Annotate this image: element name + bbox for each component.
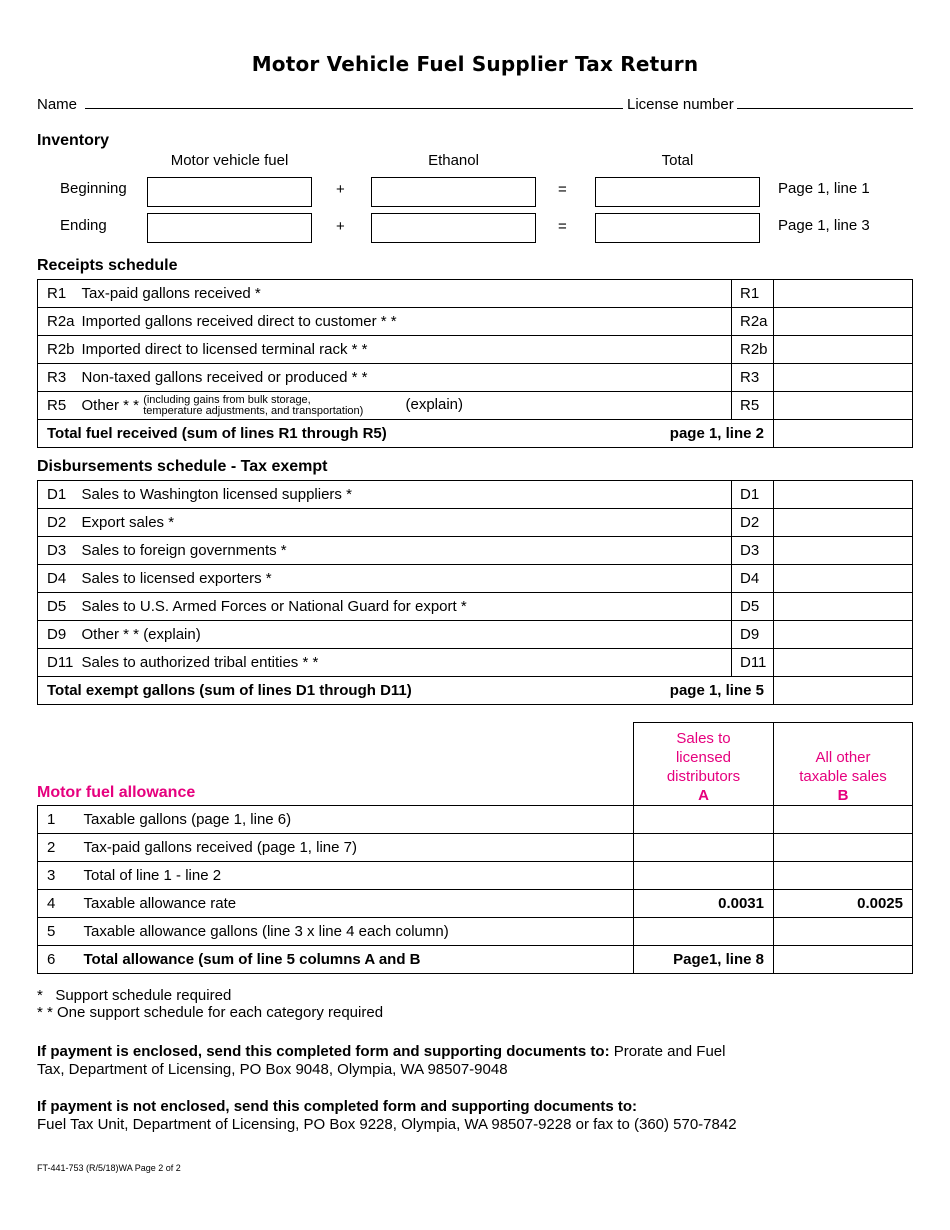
column-b-letter: B — [837, 787, 849, 804]
total-exempt-gallons — [38, 677, 774, 705]
table-row — [38, 946, 913, 974]
line-number: 6 — [38, 946, 84, 974]
line-number: 4 — [38, 890, 84, 918]
line-description: Sales to Washington licensed suppliers * — [82, 481, 732, 509]
line-code: D1 — [38, 481, 82, 509]
line-code: D11 — [38, 649, 82, 677]
receipt-r2b-input[interactable] — [774, 336, 913, 364]
license-number-label: License number — [627, 96, 734, 113]
line-description: Tax-paid gallons received * — [82, 280, 732, 308]
column-a-line3: distributors — [666, 768, 741, 785]
page-title: Motor Vehicle Fuel Supplier Tax Return — [251, 52, 699, 76]
inventory-heading: Inventory — [37, 132, 110, 149]
line-description: Taxable gallons (page 1, line 6) — [84, 806, 634, 834]
total-fuel-received-label: Total fuel received (sum of lines R1 through R5) — [47, 425, 387, 442]
total-exempt-gallons-label: Total exempt gallons (sum of lines D1 through D11) — [47, 682, 412, 699]
disbursement-d11-input[interactable] — [774, 649, 913, 677]
beginning-ethanol-input[interactable] — [371, 177, 536, 207]
line-ref: D2 — [732, 509, 774, 537]
line-description: Total allowance (sum of line 5 columns A and B — [84, 946, 634, 974]
disbursement-d5-input[interactable] — [774, 593, 913, 621]
line-description: Sales to authorized tribal entities * * — [82, 649, 732, 677]
table-row — [38, 593, 913, 621]
receipts-heading: Receipts schedule — [37, 257, 178, 274]
form-id: FT-441-753 (R/5/18)WA Page 2 of 2 — [37, 1163, 181, 1173]
table-row — [38, 336, 913, 364]
footnote-single: * Support schedule required — [37, 987, 232, 1004]
payment-enclosed-heading: If payment is enclosed, send this completed form and supporting documents to: — [37, 1043, 610, 1060]
allowance-rate-b: 0.0025 — [774, 890, 913, 918]
line-description: Taxable allowance rate — [84, 890, 634, 918]
line-code: R2b — [38, 336, 82, 364]
column-a-line1: Sales to — [676, 730, 731, 747]
ending-total-input[interactable] — [595, 213, 760, 243]
line-ref: R2b — [732, 336, 774, 364]
line-code: D9 — [38, 621, 82, 649]
line-number: 5 — [38, 918, 84, 946]
col-header-total: Total — [661, 152, 694, 169]
line-code: R1 — [38, 280, 82, 308]
table-row — [38, 862, 913, 890]
beginning-total-input[interactable] — [595, 177, 760, 207]
line-code: R2a — [38, 308, 82, 336]
line-ref: D11 — [732, 649, 774, 677]
motor-fuel-allowance-heading: Motor fuel allowance — [37, 784, 196, 801]
column-b-header — [773, 722, 913, 806]
line-description: Taxable allowance gallons (line 3 x line 4 each column) — [84, 918, 634, 946]
plus-sign: + — [336, 218, 345, 235]
column-b-line1: All other — [815, 749, 871, 766]
line-description: Other * * (explain) — [82, 621, 732, 649]
total-row — [38, 677, 913, 705]
allowance-1a-input[interactable] — [634, 806, 774, 834]
disbursement-d2-input[interactable] — [774, 509, 913, 537]
line-description: Imported gallons received direct to customer * * — [82, 308, 732, 336]
allowance-table — [37, 805, 913, 974]
disbursements-table — [37, 480, 913, 705]
explain-label: (explain) — [405, 396, 464, 414]
line-description: Non-taxed gallons received or produced * * — [82, 364, 732, 392]
allowance-5b-input[interactable] — [774, 918, 913, 946]
line-description: Imported direct to licensed terminal rack * * — [82, 336, 732, 364]
table-row — [38, 392, 913, 420]
table-row — [38, 308, 913, 336]
allowance-2a-input[interactable] — [634, 834, 774, 862]
col-header-ethanol: Ethanol — [428, 152, 479, 169]
plus-sign: + — [336, 181, 345, 198]
equals-sign: = — [558, 181, 567, 198]
line-description: Sales to foreign governments * — [82, 537, 732, 565]
line-ref: D1 — [732, 481, 774, 509]
total-fuel-received-input[interactable] — [774, 420, 913, 448]
line-ref: R5 — [732, 392, 774, 420]
ending-ethanol-input[interactable] — [371, 213, 536, 243]
name-label: Name — [37, 96, 78, 113]
receipt-r2a-input[interactable] — [774, 308, 913, 336]
payment-enclosed-address2: Tax, Department of Licensing, PO Box 9048, Olympia, WA 98507-9048 — [37, 1061, 508, 1078]
table-row — [38, 649, 913, 677]
line-description — [82, 392, 732, 420]
ending-motor-fuel-input[interactable] — [147, 213, 312, 243]
beginning-page-ref: Page 1, line 1 — [778, 180, 870, 197]
line-ref: R2a — [732, 308, 774, 336]
disbursement-d9-input[interactable] — [774, 621, 913, 649]
other-note-line1: (including gains from bulk storage, — [143, 393, 311, 406]
line-description: Export sales * — [82, 509, 732, 537]
total-allowance-ref: Page1, line 8 — [634, 946, 774, 974]
line-number: 3 — [38, 862, 84, 890]
payment-not-enclosed-heading: If payment is not enclosed, send this completed form and supporting documents to: — [37, 1098, 638, 1115]
line-number: 2 — [38, 834, 84, 862]
disbursements-heading: Disbursements schedule - Tax exempt — [37, 458, 328, 475]
line-ref: D5 — [732, 593, 774, 621]
column-a-letter: A — [698, 787, 709, 804]
total-fuel-received-ref: page 1, line 2 — [669, 425, 764, 442]
column-b-line2: taxable sales — [799, 768, 887, 785]
other-note-line2: temperature adjustments, and transportation) — [143, 404, 364, 417]
payment-enclosed-address1: Prorate and Fuel — [609, 1043, 726, 1060]
table-row — [38, 918, 913, 946]
line-ref: D4 — [732, 565, 774, 593]
allowance-5a-input[interactable] — [634, 918, 774, 946]
license-number-field[interactable] — [737, 108, 913, 109]
receipts-table — [37, 279, 913, 448]
line-ref: R1 — [732, 280, 774, 308]
line-code: R5 — [38, 392, 82, 420]
disbursement-d4-input[interactable] — [774, 565, 913, 593]
line-number: 1 — [38, 806, 84, 834]
table-row — [38, 481, 913, 509]
total-exempt-gallons-input[interactable] — [774, 677, 913, 705]
table-row — [38, 806, 913, 834]
inventory-ending-label: Ending — [60, 217, 107, 234]
receipt-r5-input[interactable] — [774, 392, 913, 420]
total-exempt-gallons-ref: page 1, line 5 — [669, 682, 764, 699]
allowance-2b-input[interactable] — [774, 834, 913, 862]
name-field[interactable] — [85, 108, 623, 109]
total-allowance-input[interactable] — [774, 946, 913, 974]
allowance-3b-input[interactable] — [774, 862, 913, 890]
allowance-1b-input[interactable] — [774, 806, 913, 834]
line-ref: D3 — [732, 537, 774, 565]
footnote-double: * * One support schedule for each category required — [37, 1004, 384, 1021]
line-code: D3 — [38, 537, 82, 565]
table-row — [38, 537, 913, 565]
payment-enclosed — [37, 1043, 917, 1079]
column-a-line2: licensed — [675, 749, 732, 766]
ending-page-ref: Page 1, line 3 — [778, 217, 870, 234]
col-header-motor-vehicle-fuel: Motor vehicle fuel — [170, 152, 289, 169]
disbursement-d1-input[interactable] — [774, 481, 913, 509]
column-a-header — [633, 722, 774, 806]
line-description: Total of line 1 - line 2 — [84, 862, 634, 890]
inventory-beginning-label: Beginning — [60, 180, 127, 197]
total-fuel-received — [38, 420, 774, 448]
table-row — [38, 509, 913, 537]
disbursement-d3-input[interactable] — [774, 537, 913, 565]
receipt-r1-input[interactable] — [774, 280, 913, 308]
table-row — [38, 621, 913, 649]
allowance-3a-input[interactable] — [634, 862, 774, 890]
line-ref: R3 — [732, 364, 774, 392]
table-row — [38, 890, 913, 918]
line-description: Sales to licensed exporters * — [82, 565, 732, 593]
equals-sign: = — [558, 218, 567, 235]
total-row — [38, 420, 913, 448]
receipt-r3-input[interactable] — [774, 364, 913, 392]
line-code: D4 — [38, 565, 82, 593]
line-code: D2 — [38, 509, 82, 537]
line-description: Sales to U.S. Armed Forces or National Guard for export * — [82, 593, 732, 621]
table-row — [38, 834, 913, 862]
allowance-rate-a: 0.0031 — [634, 890, 774, 918]
other-note — [143, 395, 363, 417]
line-description: Tax-paid gallons received (page 1, line 7) — [84, 834, 634, 862]
line-code: D5 — [38, 593, 82, 621]
line-code: R3 — [38, 364, 82, 392]
table-row — [38, 565, 913, 593]
beginning-motor-fuel-input[interactable] — [147, 177, 312, 207]
payment-not-enclosed-address: Fuel Tax Unit, Department of Licensing, PO Box 9228, Olympia, WA 98507-9228 or fax to (360) 570-7842 — [37, 1116, 737, 1133]
line-ref: D9 — [732, 621, 774, 649]
other-label: Other * * — [81, 396, 140, 414]
payment-not-enclosed — [37, 1098, 917, 1134]
table-row — [38, 280, 913, 308]
table-row — [38, 364, 913, 392]
